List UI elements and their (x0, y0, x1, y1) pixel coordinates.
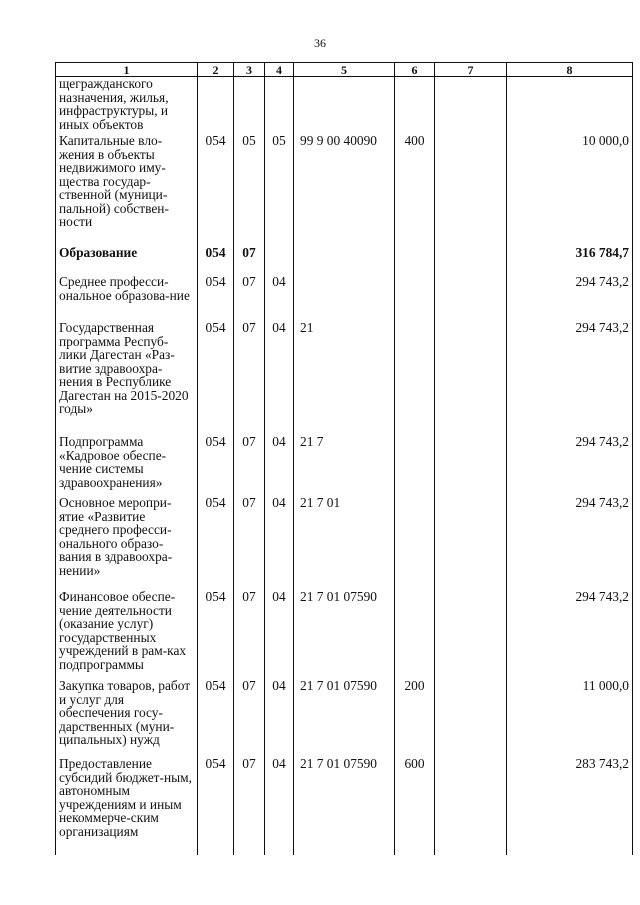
cell-subsection-code (265, 237, 294, 273)
table-row (56, 433, 633, 494)
cell-target-article: 21 7 01 07590 (294, 677, 395, 756)
column-header-3: 3 (234, 63, 265, 77)
budget-table (55, 62, 633, 855)
cell-expense-type (395, 273, 435, 318)
row-label: Предоставление субсидий бюджет-ным, автономным учреждениям и иным некоммерче-ским организациям (56, 756, 198, 855)
cell-column-7 (435, 273, 507, 318)
cell-section-code: 05 (234, 134, 265, 237)
row-label: Подпрограмма «Кадровое обеспе-чение системы здравоохранения» (56, 433, 198, 494)
cell-column-7 (435, 134, 507, 237)
cell-ministry-code: 054 (198, 134, 234, 237)
cell-ministry-code: 054 (198, 756, 234, 855)
cell-expense-type (395, 433, 435, 494)
cell-subsection-code: 04 (265, 588, 294, 677)
table-row (56, 588, 633, 677)
cell-target-article (294, 237, 395, 273)
cell-section-code: 07 (234, 756, 265, 855)
cell-amount: 294 743,2 (507, 433, 633, 494)
cell-target-article: 99 9 00 40090 (294, 134, 395, 237)
cell-column-7 (435, 77, 507, 135)
cell-ministry-code: 054 (198, 318, 234, 433)
table-row (56, 77, 633, 135)
table-row (56, 494, 633, 588)
cell-amount: 294 743,2 (507, 318, 633, 433)
column-header-6: 6 (395, 63, 435, 77)
column-header-5: 5 (294, 63, 395, 77)
cell-section-code: 07 (234, 237, 265, 273)
cell-column-7 (435, 318, 507, 433)
cell-expense-type: 400 (395, 134, 435, 237)
cell-target-article: 21 7 01 07590 (294, 588, 395, 677)
cell-column-7 (435, 588, 507, 677)
column-header-4: 4 (265, 63, 294, 77)
cell-amount: 294 743,2 (507, 494, 633, 588)
cell-expense-type (395, 588, 435, 677)
cell-ministry-code: 054 (198, 433, 234, 494)
cell-ministry-code: 054 (198, 588, 234, 677)
cell-amount: 11 000,0 (507, 677, 633, 756)
cell-ministry-code (198, 77, 234, 135)
cell-column-7 (435, 433, 507, 494)
column-header-7: 7 (435, 63, 507, 77)
cell-section-code: 07 (234, 433, 265, 494)
cell-column-7 (435, 677, 507, 756)
cell-expense-type (395, 77, 435, 135)
cell-ministry-code: 054 (198, 494, 234, 588)
cell-subsection-code: 04 (265, 756, 294, 855)
cell-column-7 (435, 494, 507, 588)
cell-amount (507, 77, 633, 135)
cell-ministry-code: 054 (198, 677, 234, 756)
table-row (56, 134, 633, 237)
column-header-2: 2 (198, 63, 234, 77)
cell-target-article: 21 (294, 318, 395, 433)
cell-amount: 283 743,2 (507, 756, 633, 855)
cell-expense-type (395, 494, 435, 588)
table-row (56, 318, 633, 433)
cell-section-code: 07 (234, 494, 265, 588)
row-label: Финансовое обеспе-чение деятельности (оказание услуг) государственных учреждений в рам-ках подпрограммы (56, 588, 198, 677)
row-label: Основное меропри-ятие «Развитие среднего професси-онального образо-вания в здравоохра-нении» (56, 494, 198, 588)
table-row (56, 237, 633, 273)
cell-ministry-code: 054 (198, 237, 234, 273)
table-row (56, 677, 633, 756)
table-body (56, 77, 633, 856)
column-header-8: 8 (507, 63, 633, 77)
cell-section-code: 07 (234, 273, 265, 318)
table-header-row (56, 63, 633, 77)
row-label: Среднее професси-ональное образова-ние (56, 273, 198, 318)
row-label: Капитальные вло-жения в объекты недвижимого иму-щества государ-ственной (муници-пальной) собствен-ности (56, 134, 198, 237)
row-label: Образование (56, 237, 198, 273)
cell-target-article (294, 77, 395, 135)
table-row (56, 756, 633, 855)
cell-section-code: 07 (234, 318, 265, 433)
cell-target-article: 21 7 01 07590 (294, 756, 395, 855)
cell-amount: 294 743,2 (507, 588, 633, 677)
cell-expense-type (395, 318, 435, 433)
cell-subsection-code: 04 (265, 273, 294, 318)
cell-subsection-code: 04 (265, 318, 294, 433)
cell-subsection-code: 04 (265, 433, 294, 494)
cell-section-code: 07 (234, 677, 265, 756)
row-label: Государственная программа Респуб-лики Дагестан «Раз-витие здравоохра-нения в Республике Дагестан на 2015-2020 годы» (56, 318, 198, 433)
cell-ministry-code: 054 (198, 273, 234, 318)
cell-subsection-code (265, 77, 294, 135)
cell-column-7 (435, 756, 507, 855)
cell-expense-type: 200 (395, 677, 435, 756)
cell-expense-type (395, 237, 435, 273)
column-header-1: 1 (56, 63, 198, 77)
cell-amount: 294 743,2 (507, 273, 633, 318)
cell-amount: 10 000,0 (507, 134, 633, 237)
cell-target-article: 21 7 (294, 433, 395, 494)
cell-column-7 (435, 237, 507, 273)
table-row (56, 273, 633, 318)
cell-subsection-code: 04 (265, 677, 294, 756)
cell-target-article: 21 7 01 (294, 494, 395, 588)
cell-amount: 316 784,7 (507, 237, 633, 273)
cell-subsection-code: 05 (265, 134, 294, 237)
cell-section-code (234, 77, 265, 135)
page-number: 36 (314, 36, 326, 50)
row-label: Закупка товаров, работ и услуг для обеспечения госу-дарственных (муни-ципальных) нужд (56, 677, 198, 756)
cell-expense-type: 600 (395, 756, 435, 855)
cell-subsection-code: 04 (265, 494, 294, 588)
cell-section-code: 07 (234, 588, 265, 677)
cell-target-article (294, 273, 395, 318)
row-label: щегражданского назначения, жилья, инфраструктуры, и иных объектов (56, 77, 198, 135)
